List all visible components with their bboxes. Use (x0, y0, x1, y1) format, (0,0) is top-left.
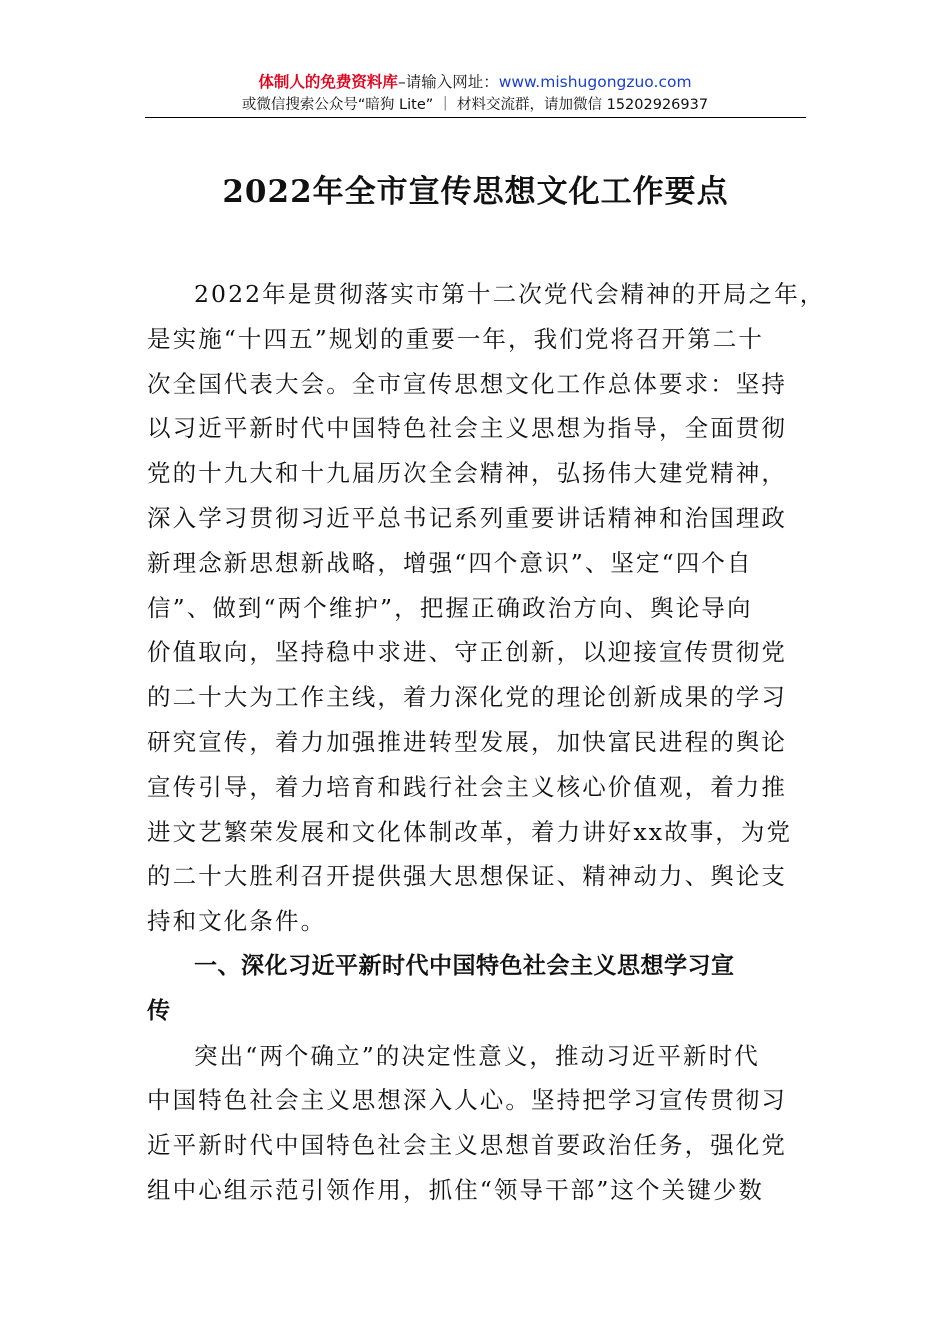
body-line: 信”、做到“两个维护”，把握正确政治方向、舆论导向 (147, 593, 753, 622)
body-line: 的二十大为工作主线，着力深化党的理论创新成果的学习 (147, 683, 787, 712)
body-line: 是实施“十四五”规划的重要一年，我们党将召开第二十 (147, 324, 765, 353)
watermark-header (145, 70, 805, 116)
body-line: 进文艺繁荣发展和文化体制改革，着力讲好xx故事，为党 (147, 817, 793, 846)
body-line: 持和文化条件。 (147, 907, 327, 936)
body-line: 2022年是贯彻落实市第十二次党代会精神的开局之年， (194, 280, 826, 308)
document-title: 2022年全市宣传思想文化工作要点 (222, 174, 729, 210)
section-heading: 一、深化习近平新时代中国特色社会主义思想学习宣 (194, 952, 735, 979)
site-name: 体制人的免费资料库 (258, 73, 398, 91)
body-line: 近平新时代中国特色社会主义思想首要政治任务，强化党 (147, 1131, 787, 1160)
document-body (147, 272, 826, 1213)
body-line: 研究宣传，着力加强推进转型发展，加快富民进程的舆论 (147, 727, 787, 756)
section-heading-continuation: 传 (147, 997, 171, 1024)
body-line: 突出“两个确立”的决定性意义，推动习近平新时代 (194, 1041, 760, 1070)
body-line: 价值取向，坚持稳中求进、守正创新，以迎接宣传贯彻党 (147, 638, 787, 667)
url-prompt: –请输入网址： (397, 73, 499, 91)
body-line: 以习近平新时代中国特色社会主义思想为指导，全面贯彻 (147, 414, 787, 443)
header-divider (145, 117, 806, 118)
site-url-link[interactable]: www.mishugongzuo.com (498, 73, 692, 91)
body-line: 深入学习贯彻习近平总书记系列重要讲话精神和治国理政 (147, 503, 787, 532)
body-line: 的二十大胜利召开提供强大思想保证、精神动力、舆论支 (147, 862, 787, 891)
body-line: 宣传引导，着力培育和践行社会主义核心价值观，着力推 (147, 772, 787, 801)
body-line: 次全国代表大会。全市宣传思想文化工作总体要求：坚持 (147, 369, 787, 398)
body-line: 中国特色社会主义思想深入人心。坚持把学习宣传贯彻习 (147, 1086, 787, 1115)
body-line: 组中心组示范引领作用，抓住“领导干部”这个关键少数 (147, 1175, 765, 1204)
body-line: 新理念新思想新战略，增强“四个意识”、坚定“四个自 (147, 548, 753, 577)
body-line: 党的十九大和十九届历次全会精神，弘扬伟大建党精神， (147, 459, 787, 488)
header-line-2: 或微信搜索公众号“暗狗 Lite” ｜ 材料交流群，请加微信 15202926937 (241, 97, 709, 113)
header-line-1 (145, 70, 805, 94)
